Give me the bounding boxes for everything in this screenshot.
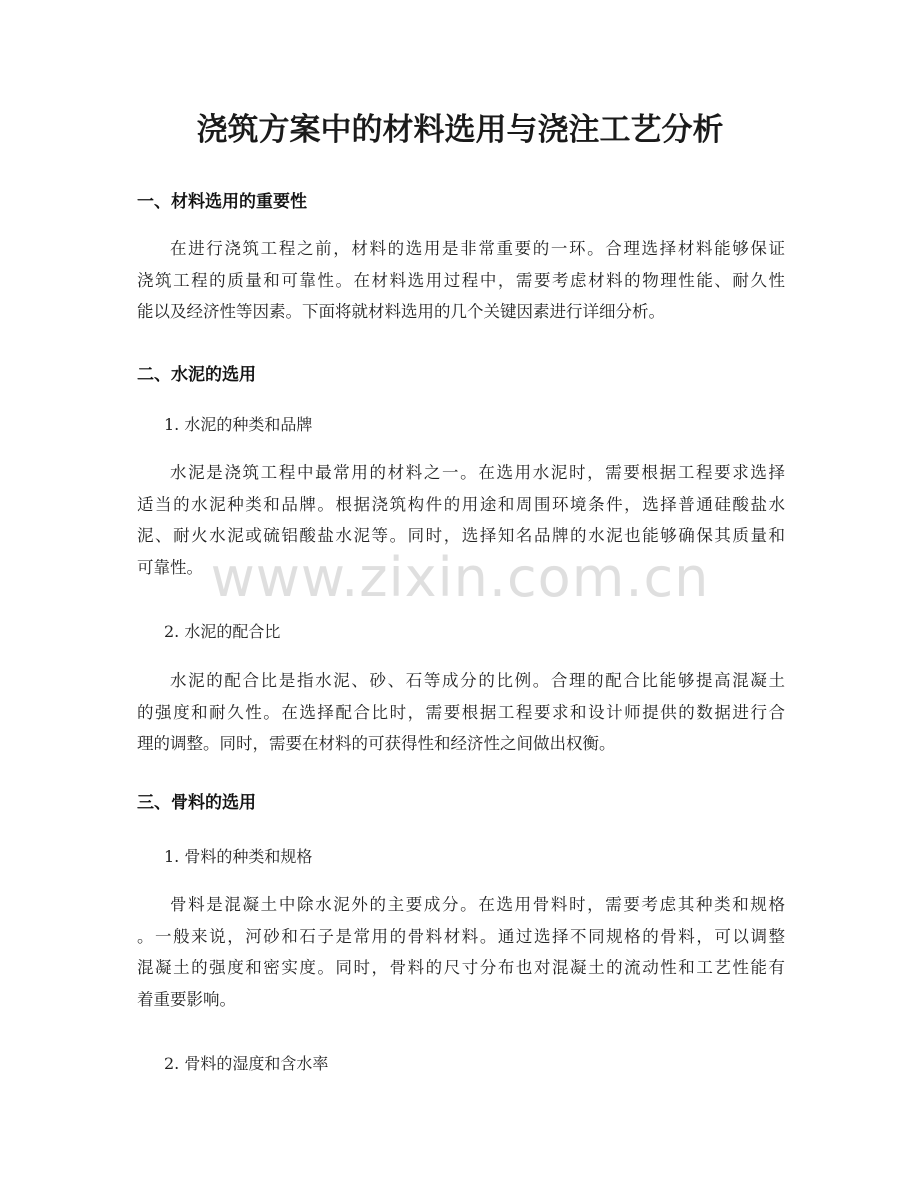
paragraph-line: 适当的水泥种类和品牌。根据浇筑构件的用途和周围环境条件，选择普通硅酸盐水 (137, 494, 785, 514)
paragraph-line: 水泥的配合比是指水泥、砂、石等成分的比例。合理的配合比能够提高混凝土 (170, 671, 785, 690)
subsection-3-1-paragraph (137, 889, 785, 1015)
paragraph-line: 在进行浇筑工程之前，材料的选用是非常重要的一环。合理选择材料能够保证 (170, 239, 785, 258)
watermark-text: www.zixin.com.cn (210, 546, 710, 609)
page-title: 浇筑方案中的材料选用与浇注工艺分析 (196, 112, 724, 148)
paragraph-line: 混凝土的强度和密实度。同时，骨料的尺寸分布也对混凝土的流动性和工艺性能有 (137, 958, 785, 977)
paragraph-line: 能以及经济性等因素。下面将就材料选用的几个关键因素进行详细分析。 (137, 302, 665, 321)
subsection-heading-2-1: 1. 水泥的种类和品牌 (164, 415, 313, 434)
section-heading-2: 二、水泥的选用 (137, 365, 256, 385)
subsection-heading-3-1: 1. 骨料的种类和规格 (164, 847, 313, 866)
paragraph-line: 泥、耐火水泥或硫铝酸盐水泥等。同时，选择知名品牌的水泥也能够确保其质量和 (137, 526, 785, 545)
section-1-paragraph (137, 233, 785, 328)
paragraph-line: 骨料是混凝土中除水泥外的主要成分。在选用骨料时，需要考虑其种类和规格 (170, 895, 785, 914)
paragraph-line: 着重要影响。 (137, 989, 236, 1009)
paragraph-line: 浇筑工程的质量和可靠性。在材料选用过程中，需要考虑材料的物理性能、耐久性 (137, 270, 785, 290)
subsection-heading-3-2: 2. 骨料的湿度和含水率 (164, 1054, 329, 1073)
paragraph-line: 理的调整。同时，需要在材料的可获得性和经济性之间做出权衡。 (137, 734, 616, 753)
paragraph-line: 。一般来说，河砂和石子是常用的骨料材料。通过选择不同规格的骨料，可以调整 (137, 926, 785, 946)
paragraph-line: 可靠性。 (137, 557, 203, 577)
subsection-2-1-paragraph (137, 457, 785, 583)
subsection-2-2-paragraph (137, 665, 785, 760)
section-heading-1: 一、材料选用的重要性 (137, 192, 307, 212)
paragraph-line: 的强度和耐久性。在选择配合比时，需要根据工程要求和设计师提供的数据进行合 (137, 702, 785, 722)
subsection-heading-2-2: 2. 水泥的配合比 (164, 622, 281, 641)
section-heading-3: 三、骨料的选用 (137, 793, 256, 813)
paragraph-line: 水泥是浇筑工程中最常用的材料之一。在选用水泥时，需要根据工程要求选择 (170, 463, 785, 482)
